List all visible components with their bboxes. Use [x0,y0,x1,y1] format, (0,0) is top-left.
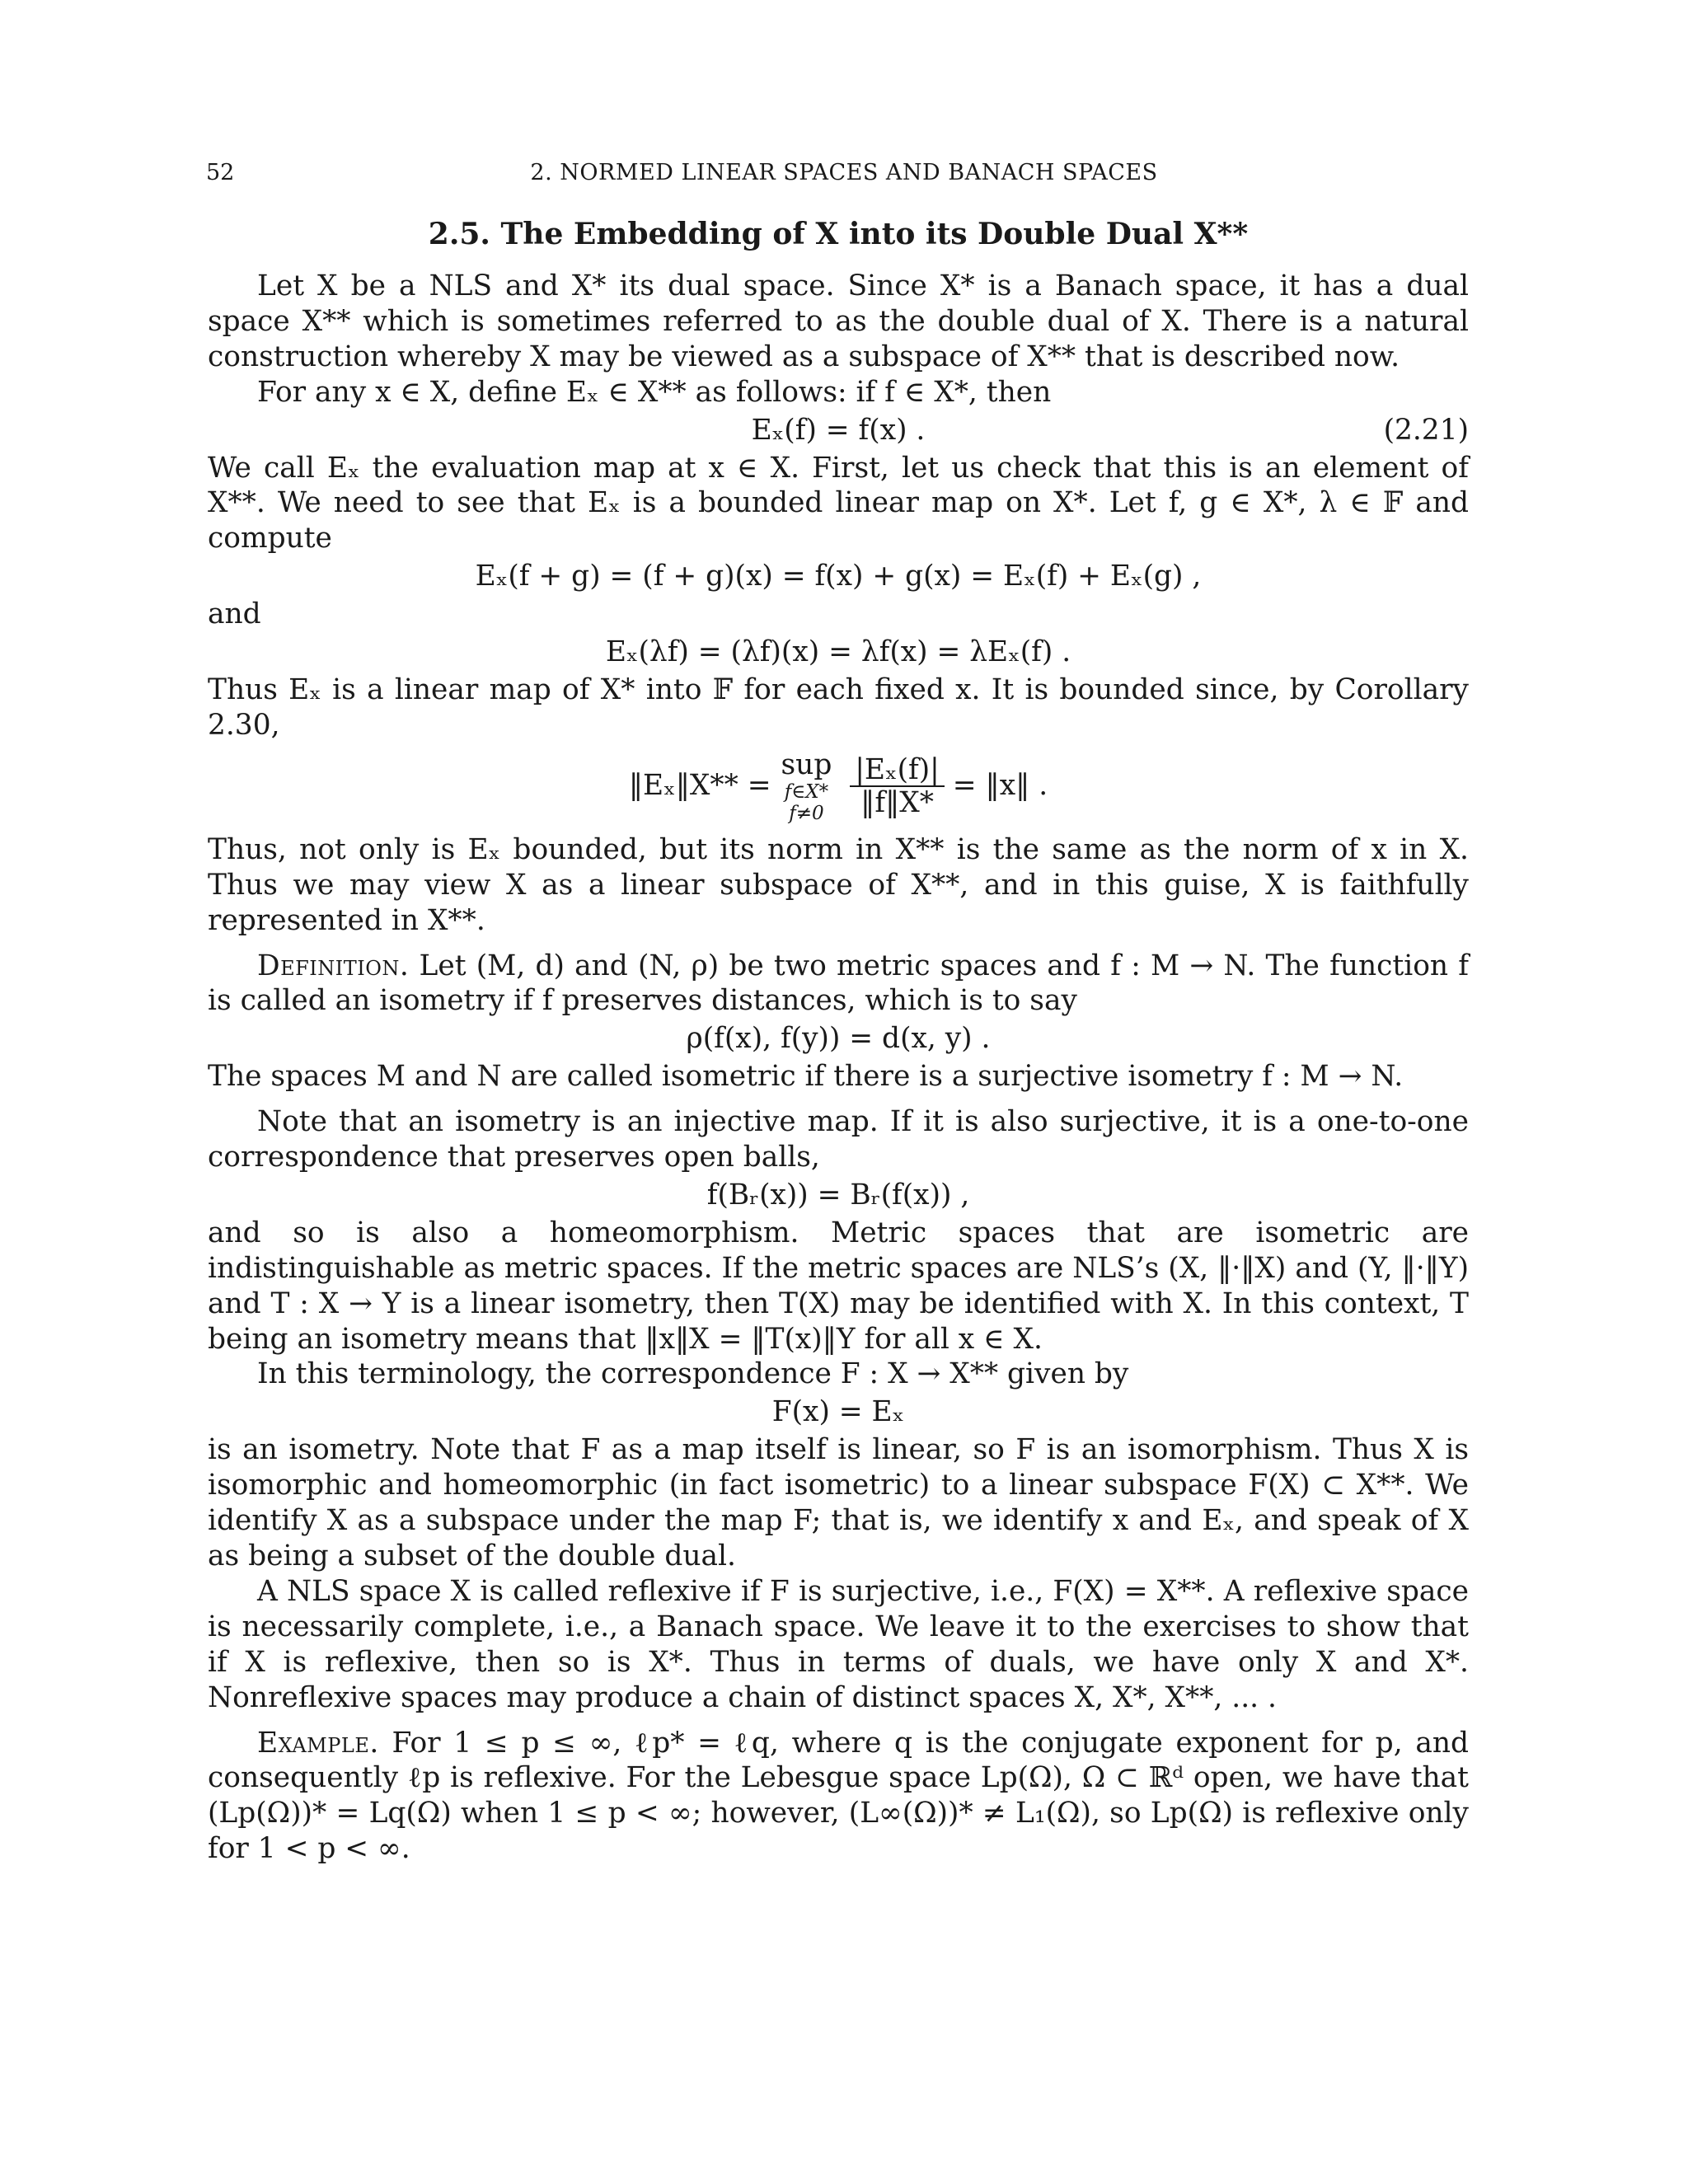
definition-label: Definition. [257,949,410,982]
example-text: For 1 ≤ p ≤ ∞, ℓp* = ℓq, where q is the conjugate exponent for p, and consequently ℓp is reflexive. For the Lebesgue space Lp(Ω), Ω ⊂ ℝᵈ open, we have that (Lp(Ω))* = Lq(Ω) when 1 ≤ p < ∞; however, (L∞(Ω))* ≠ L₁(Ω), so Lp(Ω) is reflexive only for 1 < p < ∞. [208,1726,1470,1866]
page-header [206,160,1482,193]
equation-isometry: ρ(f(x), f(y)) = d(x, y) . [686,1022,991,1056]
equation-additivity: Eₓ(f + g) = (f + g)(x) = f(x) + g(x) = Eₓ(f) + Eₓ(g) , [475,560,1202,593]
paragraph-bounded: Thus Eₓ is a linear map of X* into 𝔽 for each fixed x. It is bounded since, by Corollary 2.30, [208,673,1469,742]
example-label: Example. [257,1726,379,1760]
equation-norm [208,748,1469,824]
paragraph-reflexive: A NLS space X is called reflexive if F is surjective, i.e., F(X) = X**. A reflexive space is necessarily complete, i.e., a Banach space. We leave it to the exercises to show that if X is reflexive, then so is X*. Thus in terms of duals, we have only X and X*. Nonreflexive spaces may produce a chain of distinct spaces X, X*, X**, ... . [208,1574,1469,1714]
connector-and: and [208,598,261,631]
example-lp [208,1726,1469,1868]
equation-open-balls: f(Bᵣ(x)) = Bᵣ(f(x)) , [706,1178,970,1212]
paragraph-correspondence: In this terminology, the correspondence F : X → X** given by [257,1357,1129,1391]
fraction-denominator: ‖f‖X* [860,785,934,819]
sup-label: sup [781,748,832,781]
equation-homogeneity: Eₓ(λf) = (λf)(x) = λf(x) = λEₓ(f) . [605,635,1071,669]
paragraph-injective: Note that an isometry is an injective map. If it is also surjective, it is a one-to-one correspondence that preserves open balls, [208,1105,1469,1174]
paragraph-isometric: The spaces M and N are called isometric if there is a surjective isometry f : M → N. [208,1060,1404,1094]
paragraph-faithful: Thus, not only is Eₓ bounded, but its norm in X** is the same as the norm of x in X. Thus we may view X as a linear subspace of X**, and in this guise, X is faithfully represented in X**. [208,832,1469,937]
equation-number: (2.21) [1383,413,1469,447]
equation-body: Eₓ(f) = f(x) . [751,413,926,447]
paragraph-evaluation-map: We call Eₓ the evaluation map at x ∈ X. First, let us check that this is an element of X**. We need to see that Eₓ is a bounded linear map on X*. Let f, g ∈ X*, λ ∈ 𝔽 and compute [208,451,1469,555]
paragraph-intro: Let X be a NLS and X* its dual space. Since X* is a Banach space, it has a dual space X** which is sometimes referred to as the double dual of X. There is a natural construction whereby X may be viewed as a subspace of X** that is described now. [208,269,1469,373]
definition-text: Let (M, d) and (N, ρ) be two metric spaces and f : M → N. The function f is called an isometry if f preserves distances, which is to say [208,949,1469,1018]
norm-lhs: ‖Eₓ‖X** = [628,769,771,803]
sup-operator [781,748,832,824]
equation-F: F(x) = Eₓ [771,1395,905,1429]
norm-rhs: = ‖x‖ . [952,769,1048,803]
sup-subscript-2: f≠0 [789,802,824,824]
paragraph-homeomorphism: and so is also a homeomorphism. Metric spaces that are isometric are indistinguishable as metric spaces. If the metric spaces are NLS’s (X, ‖·‖X) and (Y, ‖·‖Y) and T : X → Y is a linear isometry, then T(X) may be identified with X. In this context, T being an isometry means that ‖x‖X = ‖T(x)‖Y for all x ∈ X. [208,1216,1469,1356]
paragraph-define-eval: For any x ∈ X, define Eₓ ∈ X** as follows: if f ∈ X*, then [257,375,1052,409]
definition-isometry [208,949,1469,1019]
equation-2-21 [208,413,1469,448]
paragraph-isomorphism: is an isometry. Note that F as a map itself is linear, so F is an isomorphism. Thus X is isomorphic and homeomorphic (in fact isometric) to a linear subspace F(X) ⊂ X**. We identify X as a subspace under the map F; that is, we identify x and Eₓ, and speak of X as being a subset of the double dual. [208,1433,1469,1572]
sup-subscript-1: f∈X* [784,780,829,803]
norm-fraction [850,754,944,818]
running-title: 2. NORMED LINEAR SPACES AND BANACH SPACES [530,160,1158,185]
page-body [208,216,1469,1867]
section-title: 2.5. The Embedding of X into its Double Dual X** [428,217,1249,251]
page-number: 52 [206,160,235,185]
fraction-numerator: |Eₓ(f)| [850,754,944,787]
